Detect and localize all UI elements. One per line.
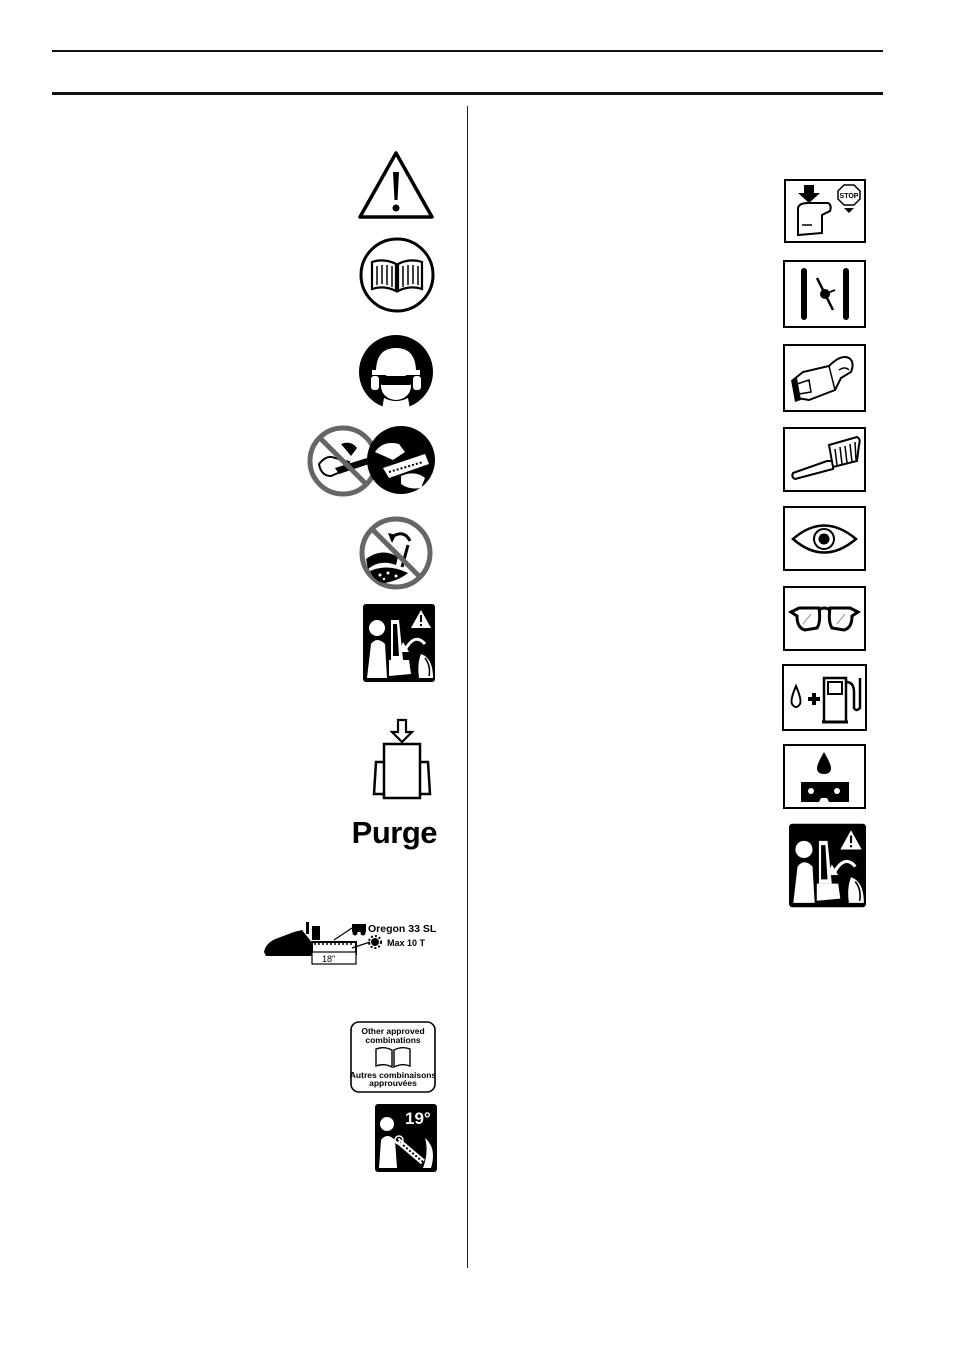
head-eye-ear-protection-icon bbox=[358, 334, 434, 410]
kickback-warning-icon bbox=[789, 823, 866, 908]
file-angle-icon bbox=[375, 1104, 437, 1172]
header-rule-bottom bbox=[52, 92, 883, 95]
combo-line-1: Other approved bbox=[361, 1026, 425, 1036]
sprocket-label: Max 10 T bbox=[387, 938, 426, 948]
bar-length-label: 18" bbox=[322, 954, 336, 964]
kickback-warning-icon bbox=[363, 604, 435, 682]
bar-chain-combination-icon bbox=[260, 918, 440, 968]
safety-glasses-icon bbox=[783, 586, 866, 651]
choke-icon bbox=[783, 260, 866, 328]
combo-line-3: Autres combinaisons bbox=[350, 1070, 436, 1080]
stop-switch-icon bbox=[784, 179, 866, 243]
purge-label: Purge bbox=[351, 815, 437, 850]
brush-icon bbox=[783, 427, 866, 492]
other-combinations-book-icon bbox=[350, 1021, 436, 1093]
chain-type-label: Oregon 33 SL bbox=[368, 923, 437, 935]
fuel-refill-icon bbox=[782, 664, 867, 731]
combo-line-4: approuvées bbox=[369, 1078, 417, 1088]
primer-bulb-icon bbox=[368, 718, 436, 800]
file-angle-label: 19° bbox=[405, 1109, 431, 1128]
protective-glove-icon bbox=[783, 344, 866, 412]
no-one-hand-operation-icon bbox=[305, 424, 435, 498]
svg-text:STOP: STOP bbox=[839, 193, 859, 200]
combo-line-2: combinations bbox=[365, 1035, 421, 1045]
no-bar-tip-contact-icon bbox=[358, 515, 434, 591]
visual-check-eye-icon bbox=[783, 506, 866, 571]
read-manual-icon bbox=[358, 236, 436, 314]
warning-triangle-icon bbox=[357, 150, 435, 220]
chain-oil-icon bbox=[783, 744, 866, 809]
header-rule-top bbox=[52, 50, 883, 52]
column-divider bbox=[467, 106, 468, 1268]
